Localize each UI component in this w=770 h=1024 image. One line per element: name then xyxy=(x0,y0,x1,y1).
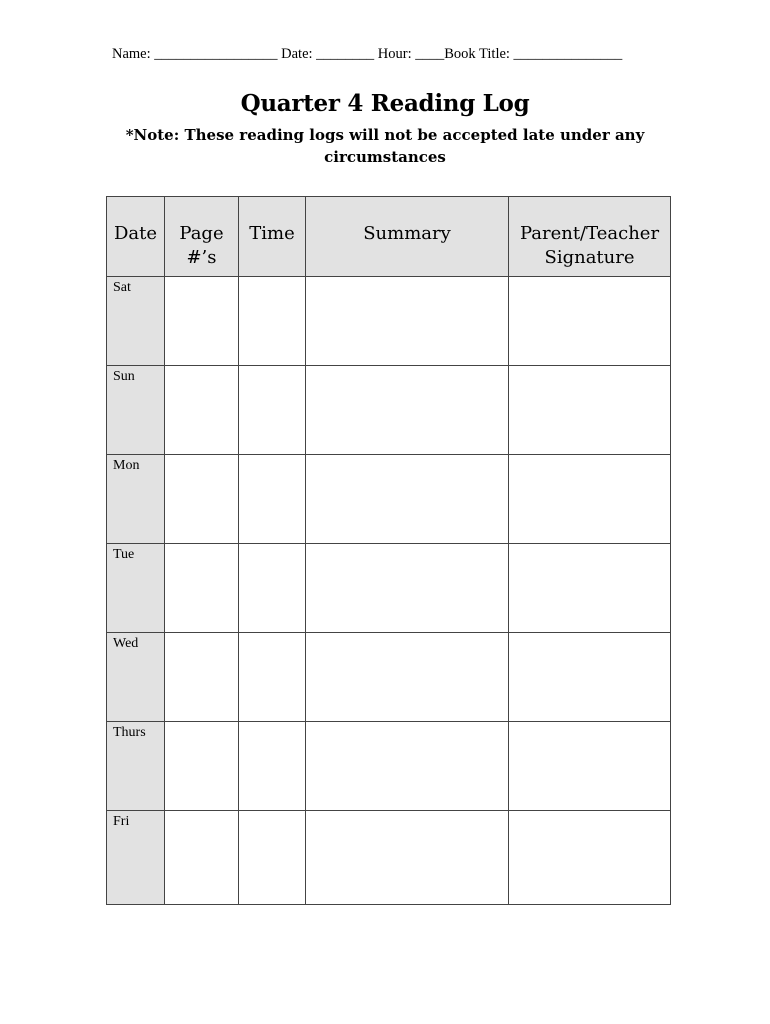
column-header-date: Date xyxy=(107,197,165,277)
time-cell[interactable] xyxy=(239,277,306,366)
signature-cell[interactable] xyxy=(509,544,671,633)
day-cell: Thurs xyxy=(107,722,165,811)
pages-cell[interactable] xyxy=(165,811,239,905)
table-row xyxy=(107,277,671,366)
day-cell: Mon xyxy=(107,455,165,544)
day-cell: Wed xyxy=(107,633,165,722)
column-header-summary: Summary xyxy=(306,197,509,277)
pages-cell[interactable] xyxy=(165,544,239,633)
signature-cell[interactable] xyxy=(509,722,671,811)
signature-cell[interactable] xyxy=(509,366,671,455)
header-fields-line: Name: _________________ Date: ________ Hour: ____Book Title: _______________ xyxy=(112,46,623,62)
table-row xyxy=(107,455,671,544)
pages-cell[interactable] xyxy=(165,366,239,455)
table-row xyxy=(107,811,671,905)
page-title: Quarter 4 Reading Log xyxy=(240,90,530,117)
day-cell: Sun xyxy=(107,366,165,455)
summary-cell[interactable] xyxy=(306,455,509,544)
table-header-row xyxy=(107,197,671,277)
column-header-time: Time xyxy=(239,197,306,277)
column-header-pages: Page #’s xyxy=(165,197,239,277)
summary-cell[interactable] xyxy=(306,366,509,455)
late-policy-note: *Note: These reading logs will not be accepted late under any circumstances xyxy=(125,126,645,166)
day-cell: Sat xyxy=(107,277,165,366)
signature-cell[interactable] xyxy=(509,277,671,366)
time-cell[interactable] xyxy=(239,455,306,544)
summary-cell[interactable] xyxy=(306,544,509,633)
table-row xyxy=(107,544,671,633)
day-cell: Fri xyxy=(107,811,165,905)
pages-cell[interactable] xyxy=(165,455,239,544)
time-cell[interactable] xyxy=(239,811,306,905)
time-cell[interactable] xyxy=(239,633,306,722)
summary-cell[interactable] xyxy=(306,277,509,366)
table-row xyxy=(107,722,671,811)
time-cell[interactable] xyxy=(239,722,306,811)
table-row xyxy=(107,366,671,455)
time-cell[interactable] xyxy=(239,544,306,633)
pages-cell[interactable] xyxy=(165,722,239,811)
summary-cell[interactable] xyxy=(306,633,509,722)
time-cell[interactable] xyxy=(239,366,306,455)
signature-cell[interactable] xyxy=(509,811,671,905)
table-row xyxy=(107,633,671,722)
pages-cell[interactable] xyxy=(165,277,239,366)
signature-cell[interactable] xyxy=(509,633,671,722)
summary-cell[interactable] xyxy=(306,722,509,811)
day-cell: Tue xyxy=(107,544,165,633)
pages-cell[interactable] xyxy=(165,633,239,722)
signature-cell[interactable] xyxy=(509,455,671,544)
summary-cell[interactable] xyxy=(306,811,509,905)
column-header-signature: Parent/Teacher Signature xyxy=(509,197,671,277)
reading-log-table xyxy=(106,196,671,905)
